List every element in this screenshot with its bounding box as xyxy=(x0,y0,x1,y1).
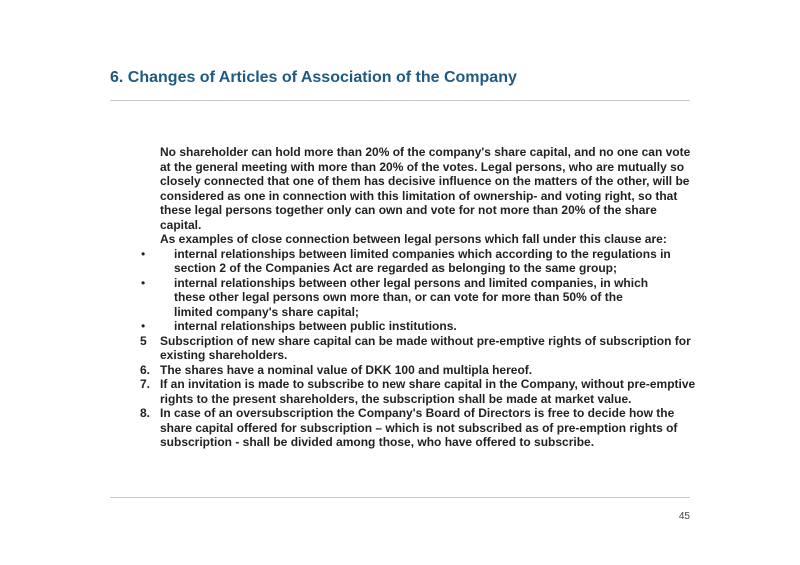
item-number: 8. xyxy=(140,406,151,420)
numbered-item xyxy=(140,406,700,450)
text-line: considered as one in connection with this limitation of ownership- and voting right, so that xyxy=(160,188,678,203)
item-number: 5 xyxy=(140,333,147,348)
text-line: share capital offered for subscription – which is not subscribed as of pre-emption rights of xyxy=(160,420,678,435)
bullet-marker: • xyxy=(141,246,146,261)
bullet-item xyxy=(140,247,700,276)
bullet-item xyxy=(140,276,700,320)
item-number: 6. xyxy=(140,362,151,377)
bottom-divider xyxy=(110,497,690,498)
intro-paragraph xyxy=(140,145,700,247)
numbered-item xyxy=(140,377,700,406)
text-line: internal relationships between limited companies which according to the regulations in xyxy=(174,246,671,261)
bullet-item xyxy=(140,319,700,334)
text-line: these legal persons together only can own and vote for not more than 20% of the share xyxy=(160,203,657,217)
numbered-item xyxy=(140,334,700,363)
text-line: subscription - shall be divided among those, who have offered to subscribe. xyxy=(160,435,595,449)
numbered-item xyxy=(140,363,700,378)
text-line: closely connected that one of them has decisive influence on the matters of the other, will be xyxy=(160,174,690,188)
text-line: The shares have a nominal value of DKK 100 and multipla hereof. xyxy=(160,362,533,377)
text-line: at the general meeting with more than 20% of the votes. Legal persons, who are mutually so xyxy=(160,159,685,174)
text-line: Subscription of new share capital can be made without pre-emptive rights of subscription for xyxy=(160,333,691,348)
text-line: internal relationships between other legal persons and limited companies, in which xyxy=(174,275,649,290)
text-line: rights to the present shareholders, the subscription shall be made at market value. xyxy=(160,391,632,406)
page-number: 45 xyxy=(678,511,690,522)
text-line: section 2 of the Companies Act are regarded as belonging to the same group; xyxy=(174,261,617,275)
text-line: internal relationships between public institutions. xyxy=(174,319,457,333)
top-divider xyxy=(110,100,690,101)
body-text xyxy=(140,145,700,450)
text-line: If an invitation is made to subscribe to new share capital in the Company, without pre-emptive xyxy=(160,377,696,391)
bullet-marker: • xyxy=(141,319,146,333)
text-line: As examples of close connection between legal persons which fall under this clause are: xyxy=(160,232,667,246)
bullet-marker: • xyxy=(141,275,146,290)
text-line: these other legal persons own more than, or can vote for more than 50% of the xyxy=(174,290,623,304)
item-number: 7. xyxy=(140,377,151,391)
page-title: 6. Changes of Articles of Association of the Company xyxy=(110,69,517,86)
text-line: In case of an oversubscription the Company's Board of Directors is free to decide how the xyxy=(160,406,675,420)
text-line: No shareholder can hold more than 20% of the company's share capital, and no one can vote xyxy=(160,145,691,159)
text-line: capital. xyxy=(160,217,202,232)
text-line: limited company's share capital; xyxy=(174,304,359,319)
text-line: existing shareholders. xyxy=(160,348,288,362)
